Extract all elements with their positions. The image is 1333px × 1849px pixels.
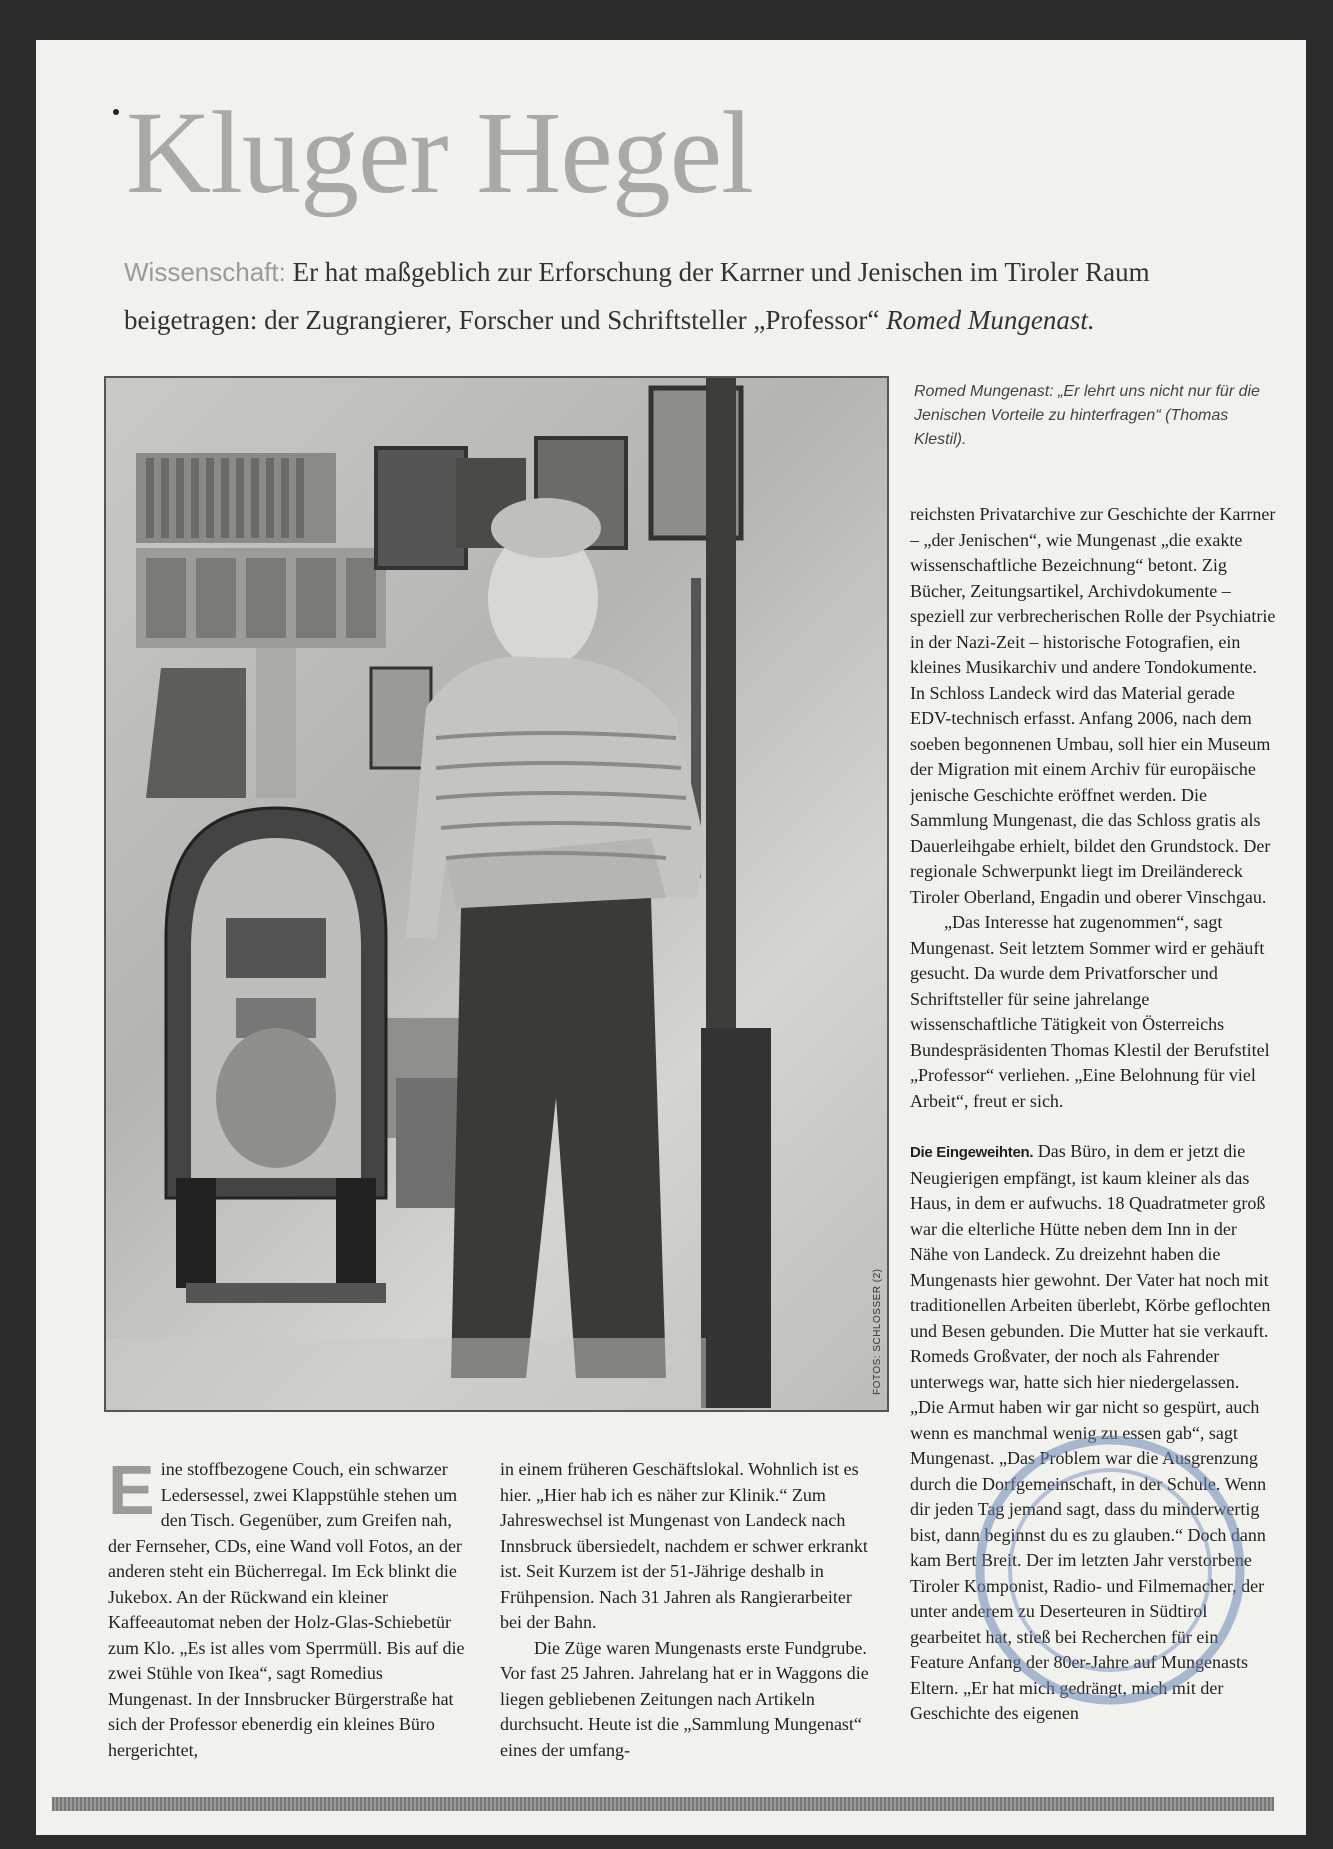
- footer-bar: [52, 1797, 1274, 1811]
- column-3-paragraph-1: reichsten Privatarchive zur Geschichte der Karrner – „der Jenischen“, wie Mungenast „die exakte wissenschaftliche Bezeichnung“ betont. Zig Bücher, Zeitungsartikel, Archivdokumente – speziell zur verbrecherischen Rolle der Psychiatrie in der Nazi-Zeit – historische Fotografien, ein kleines Musikarchiv und andere Tondokumente. In Schloss Landeck wird das Material gerade EDV-technisch erfasst. Anfang 2006, nach dem soeben begonnenen Umbau, soll hier ein Museum der Migration mit einem Archiv für europäische jenische Geschichte eröffnet werden. Die Sammlung Mungenast, die das Schloss gratis als Dauerleihgabe erhielt, bildet den Grundstock. Der regionale Schwerpunkt liegt im Dreiländereck Tiroler Oberland, Engadin und oberer Vinschgau.: [910, 504, 1276, 907]
- archive-stamp: [960, 1420, 1260, 1720]
- deck-label: Wissenschaft:: [124, 257, 286, 287]
- subheading: Die Eingeweihten.: [910, 1144, 1034, 1161]
- deck-name: Romed Mungenast.: [886, 305, 1095, 335]
- column-3-paragraph-2: „Das Interesse hat zugenommen“, sagt Mungenast. Seit letztem Sommer wird er gehäuft gesucht. Da wurde dem Privatforscher und Schriftsteller für seine jahrelange wissenschaftliche Tätigkeit von Österreichs Bundespräsidenten Thomas Klestil der Berufstitel „Professor“ verliehen. „Eine Belohnung für viel Arbeit“, freut er sich.: [910, 912, 1270, 1111]
- photo-credit: FOTOS: SCHLOSSER (2): [872, 1268, 883, 1395]
- column-2: [500, 1457, 876, 1763]
- photo-caption: Romed Mungenast: „Er lehrt uns nicht nur für die Jenischen Vorteile zu hinterfragen“ (Thomas Klestil).: [914, 383, 1260, 448]
- column-3-paragraph-3: Das Büro, in dem er jetzt die Neugierigen empfängt, ist kaum kleiner als das Haus, in dem er aufwuchs. 18 Quadratmeter groß war die elterliche Hütte neben dem Inn in der Nähe von Landeck. Zu dreizehnt haben die Mungenasts hier gewohnt. Der Vater hat noch mit traditionellen Arbeiten überlebt, Körbe geflochten und Besen gebunden. Die Mutter hat sie verkauft. Romeds Großvater, der noch als Fahrender unterwegs war, hatte sich hier niedergelassen. „Die Armut haben wir gar nicht so gespürt, auch wenn es manchmal wenig zu essen gab“, sagt Mungenast. „Das Problem war die Ausgrenzung durch die Dorfgemeinschaft, in der Schule. Wenn dir jeden Tag jemand sagt, dass du minderwertig bist, dann beginnst du es zu glauben.“ Doch dann kam Bert Breit. Der im letzten Jahr verstorbene Tiroler Komponist, Radio- und Filmemacher, der unter anderem zu Deserteuren in Südtirol gearbeitet hat, stieß bei Recherchen für ein Feature Anfang der 80er-Jahre auf Mungenasts Eltern. „Er hat mich gedrängt, mich mit der Geschichte des eigenen: [910, 1141, 1271, 1723]
- deck: [124, 248, 1274, 344]
- column-2-paragraph-2: Die Züge waren Mungenasts erste Fundgrube. Vor fast 25 Jahren. Jahrelang hat er in Waggons die liegen gebliebenen Zeitungen nach Artikeln durchsucht. Heute ist die „Sammlung Mungenast“ eines der umfang-: [500, 1637, 869, 1760]
- bullet-mark: [113, 109, 119, 115]
- column-2-paragraph-1: in einem früheren Geschäftslokal. Wohnlich ist es hier. „Hier hab ich es näher zur Klinik.“ Zum Jahreswechsel ist Mungenast von Landeck nach Innsbruck übersiedelt, nachdem er schwer erkrankt ist. Seit Kurzem ist der 51-Jährige deshalb in Frühpension. Nach 31 Jahren als Rangierarbeiter bei der Bahn.: [500, 1459, 868, 1632]
- deck-text: Er hat maßgeblich zur Erforschung der Karrner und Jenischen im Tiroler Raum beigetragen: der Zugrangierer, Forscher und Schriftsteller „Professor“: [124, 257, 1150, 335]
- headline: Kluger Hegel: [126, 87, 753, 218]
- portrait-photo: [104, 376, 889, 1412]
- column-1: [108, 1451, 468, 1763]
- column-1-text: ine stoffbezogene Couch, ein schwarzer Ledersessel, zwei Klappstühle stehen um den Tisch. Gegenüber, zum Greifen nah, der Fernseher, CDs, eine Wand voll Fotos, an der anderen steht ein Bücherregal. Im Eck blinkt die Jukebox. An der Rückwand ein kleiner Kaffeeautomat neben der Holz-Glas-Schiebetür zum Klo. „Es ist alles vom Sperrmüll. Bis auf die zwei Stühle von Ikea“, sagt Romedius Mungenast. In der Innsbrucker Bürgerstraße hat sich der Professor ebenerdig ein kleines Büro hergerichtet,: [108, 1459, 465, 1760]
- photo-illustration: [106, 378, 887, 1410]
- drop-cap: E: [108, 1451, 155, 1529]
